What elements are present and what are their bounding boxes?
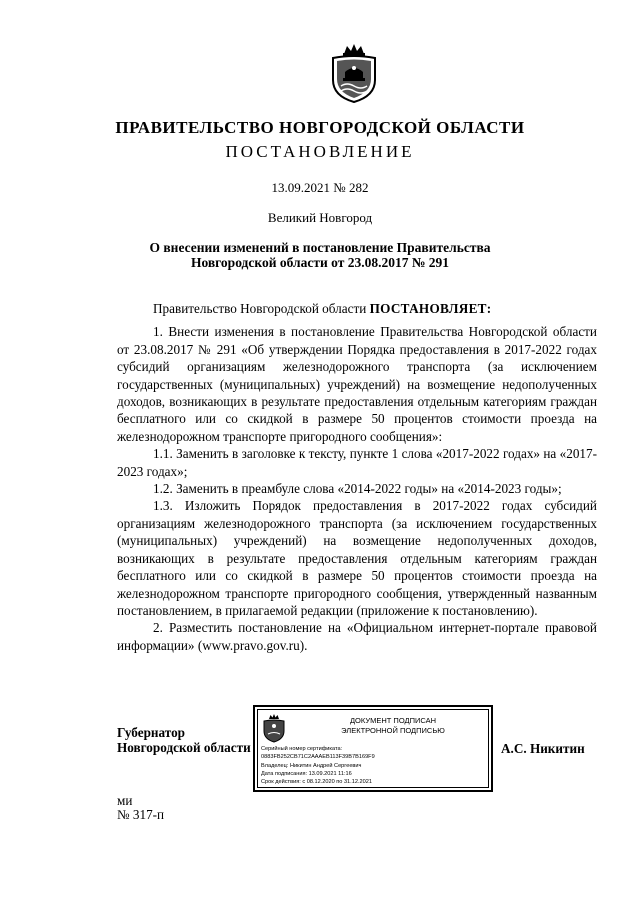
document-type: ПОСТАНОВЛЕНИЕ	[225, 142, 415, 161]
document-subject	[0, 240, 640, 270]
body-paragraph: 2. Разместить постановление на «Официальном интернет-портале правовой информации» (www.pravo.gov.ru).	[117, 620, 597, 653]
electronic-signature-stamp	[253, 705, 493, 792]
stamp-owner: Владелец: Никитин Андрей Сергеевич	[261, 762, 362, 769]
document-body	[117, 300, 597, 654]
coat-of-arms-emblem	[327, 42, 381, 104]
stamp-heading-line-2: ЭЛЕКТРОННОЙ ПОДПИСЬЮ	[341, 726, 445, 735]
signatory-name: А.С. Никитин	[501, 741, 585, 756]
signatory-title	[117, 725, 251, 755]
stamp-details	[261, 745, 375, 786]
body-paragraph: 1. Внести изменения в постановление Правительства Новгородской области от 23.08.2017 № 291 «Об утверждении Порядка предоставления в 2017-2022 годах субсидий организациям железнодорожного транспорта (за исключением государственных (муниципальных) учреждений) на возмещение недополученных доходов, возникающих в результате предоставления отдельным категориям граждан бесплатного или со скидкой в размере 50 процентов стоимости проезда на железнодорожном транспорте пригородного сообщения»:	[117, 324, 597, 444]
stamp-emblem-icon	[261, 713, 287, 743]
intro-text: Правительство Новгородской области	[153, 301, 370, 316]
stamp-inner-frame	[257, 709, 489, 788]
stamp-serial-value: 0883FB252CB71C2AAAEB113F39B7B169F9	[261, 754, 375, 761]
stamp-signed-date: Дата подписания: 13.09.2021 11:16	[261, 770, 352, 777]
executor-initials: ми	[117, 793, 133, 808]
intro-resolution-word: ПОСТАНОВЛЯЕТ:	[369, 301, 492, 316]
body-paragraph: 1.3. Изложить Порядок предоставления в 2017-2022 годах субсидий организациям железнодорожного транспорта (за исключением государственных (муниципальных) учреждений) на возмещение недополученных доходов, возникающих в результате предоставления отдельным категориям граждан бесплатного или со скидкой в размере 50 процентов стоимости проезда на железнодорожном транспорте пригородного сообщения, утвержденный названным постановлением, в прилагаемой редакции (приложение к постановлению).	[117, 498, 597, 618]
signatory-title-line-2: Новгородской области	[117, 740, 251, 755]
registration-number: № 317-п	[117, 807, 165, 822]
city: Великий Новгород	[267, 210, 373, 225]
date-and-number: 13.09.2021 № 282	[271, 180, 369, 195]
document-footer	[117, 794, 164, 822]
intro-paragraph	[117, 300, 597, 317]
signatory-title-line-1: Губернатор	[117, 725, 185, 740]
body-paragraph: 1.1. Заменить в заголовке к тексту, пункте 1 слова «2017-2022 годах» на «2017-2023 годах»;	[117, 446, 597, 479]
stamp-heading	[298, 716, 488, 736]
stamp-heading-line-1: ДОКУМЕНТ ПОДПИСАН	[349, 716, 437, 725]
stamp-serial-label: Серийный номер сертификата:	[261, 746, 343, 752]
subject-line-1: О внесении изменений в постановление Правительства	[149, 240, 491, 255]
body-paragraph: 1.2. Заменить в преамбуле слова «2014-2022 годы» на «2014-2023 годы»;	[153, 481, 562, 497]
subject-line-2: Новгородской области от 23.08.2017 № 291	[190, 255, 450, 270]
organization-title: ПРАВИТЕЛЬСТВО НОВГОРОДСКОЙ ОБЛАСТИ	[115, 118, 525, 137]
stamp-validity: Срок действия: с 08.12.2020 по 31.12.2021	[261, 779, 372, 786]
